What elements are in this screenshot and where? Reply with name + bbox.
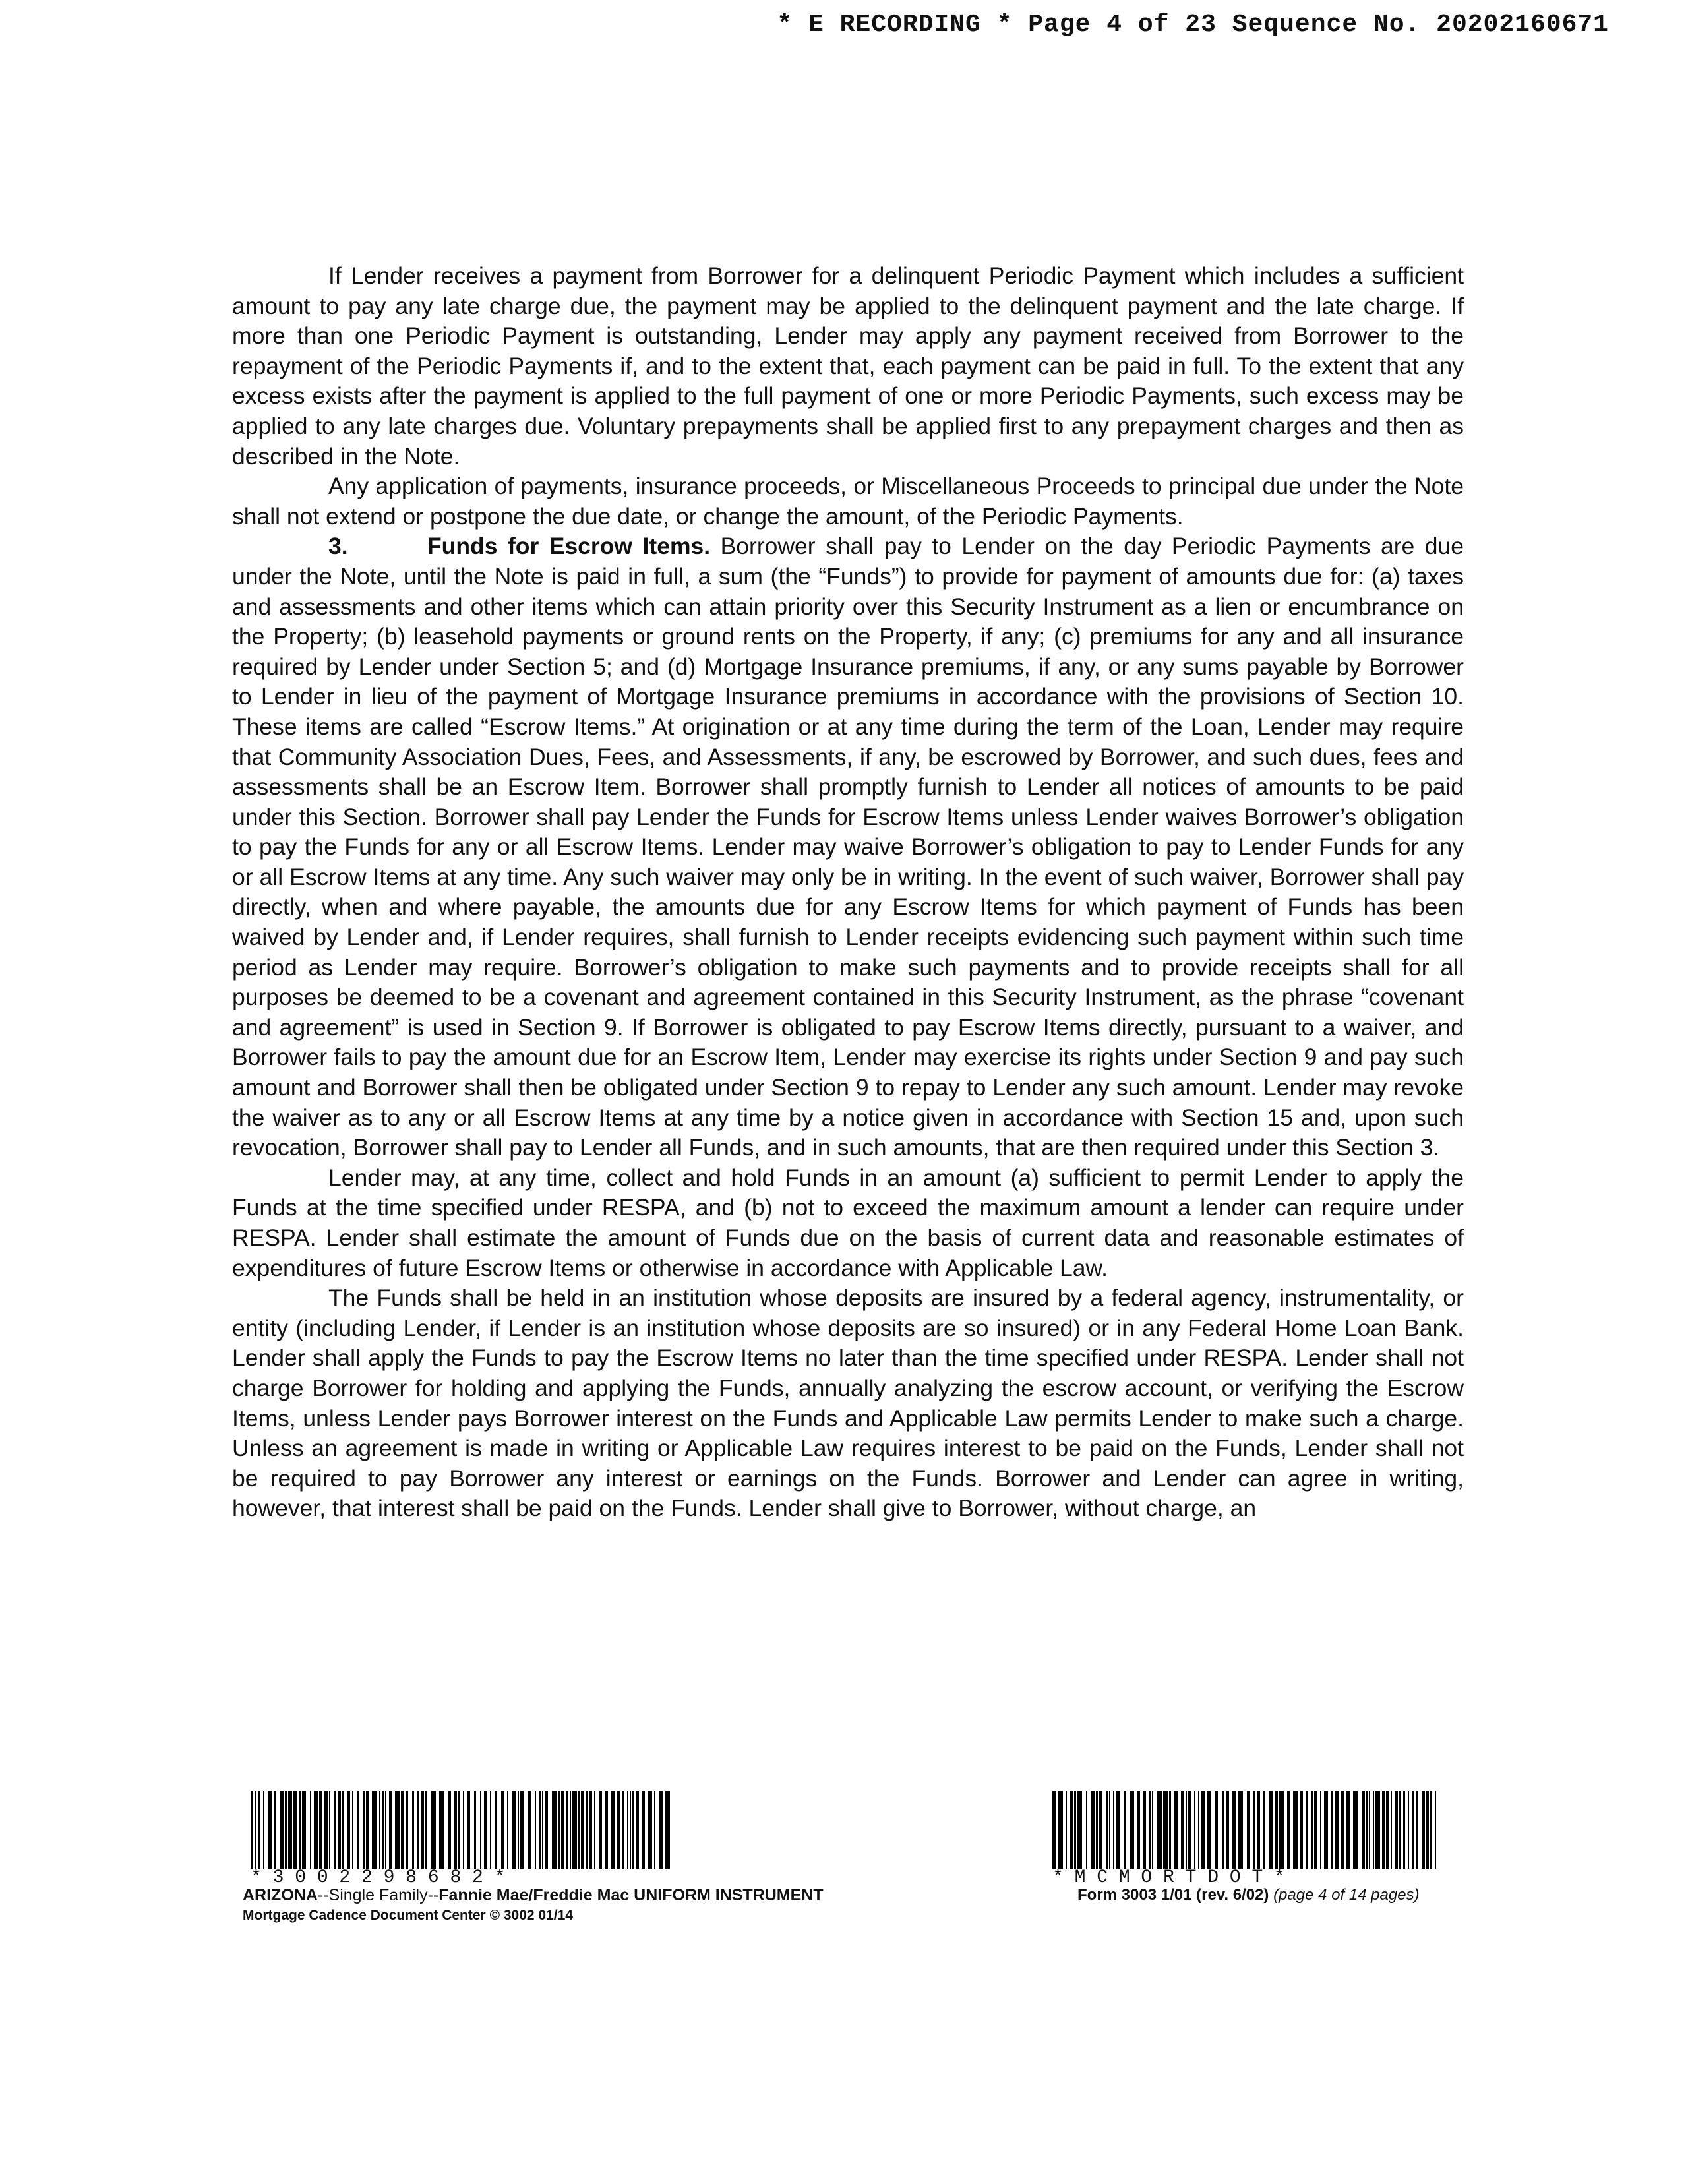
barcode-bar (617, 1791, 620, 1869)
barcode-bar (263, 1791, 264, 1869)
barcode-bar (1124, 1791, 1126, 1869)
family-label: --Single Family-- (317, 1886, 439, 1904)
barcode-bar (1403, 1791, 1406, 1869)
barcode-bar (1408, 1791, 1409, 1869)
barcode-bar (1215, 1791, 1218, 1869)
barcode-bar (566, 1791, 568, 1869)
barcode-bar (1143, 1791, 1146, 1869)
barcode-bar (342, 1791, 344, 1869)
barcode-bar (581, 1791, 584, 1869)
barcode-bar (1395, 1791, 1398, 1869)
paragraph-application-of-payments: Any application of payments, insurance proceeds, or Miscellaneous Proceeds to principal due under the Note shall not extend or postpone the due date, or change the amount, of the Periodic Payments. (232, 473, 1464, 530)
barcode-bar (421, 1791, 424, 1869)
barcode-bar (258, 1791, 260, 1869)
barcode-bar (310, 1791, 311, 1869)
barcode-bar (1109, 1791, 1110, 1869)
barcode-bar (648, 1791, 651, 1869)
barcode-bar (659, 1791, 663, 1869)
barcode-bar (636, 1791, 639, 1869)
barcode-bar (654, 1791, 655, 1869)
barcode-bar (1194, 1791, 1195, 1869)
barcode-bar (1198, 1791, 1199, 1869)
barcode-bar (545, 1791, 548, 1869)
barcode-bar (518, 1791, 519, 1869)
form-number: Form 3003 1/01 (rev. 6/02) (1077, 1886, 1269, 1904)
barcode-bar (274, 1791, 276, 1869)
barcode-bar (1238, 1791, 1243, 1869)
barcode-bar (1074, 1791, 1077, 1869)
barcode-bar (605, 1791, 608, 1869)
section-3-funds-for-escrow (232, 531, 1464, 1163)
barcode-bar (1116, 1791, 1120, 1869)
barcode-bar (642, 1791, 645, 1869)
barcode-bar (1070, 1791, 1073, 1869)
instrument-title: Fannie Mae/Freddie Mac UNIFORM INSTRUMENT (438, 1886, 824, 1904)
barcode-bar (1269, 1791, 1273, 1869)
barcode-bar (1391, 1791, 1392, 1869)
barcode-bar (570, 1791, 571, 1869)
barcode-bar (589, 1791, 592, 1869)
barcode-bar (539, 1791, 541, 1869)
barcode-bar (1174, 1791, 1178, 1869)
barcode-bar (1353, 1791, 1358, 1869)
barcode-bar (490, 1791, 491, 1869)
barcode-bar (1263, 1791, 1265, 1869)
barcode-bar (1113, 1791, 1114, 1869)
barcode-bar (1324, 1791, 1329, 1869)
paragraph-collect-funds: Lender may, at any time, collect and hold Funds in an amount (a) sufficient to permit Lender to apply the Funds at the time specified under RESPA, and (b) not to exceed the maximum amount a lender can require under RESPA. Lender shall estimate the amount of Funds due on the basis of current data and reasonable estimates of expenditures of future Escrow Items or otherwise in accordance with Applicable Law. (232, 1164, 1464, 1281)
barcode-bar (572, 1791, 577, 1869)
barcode-bar (1346, 1791, 1350, 1869)
barcode-bar (1300, 1791, 1303, 1869)
barcode-bar (507, 1791, 508, 1869)
barcode-bar (1375, 1791, 1380, 1869)
barcode-bar (357, 1791, 359, 1869)
document-center-label: Mortgage Cadence Document Center © 3002 01/14 (243, 1908, 573, 1923)
barcode-bar (1287, 1791, 1290, 1869)
barcode-bar (1066, 1791, 1067, 1869)
barcode-bar (347, 1791, 350, 1869)
barcode-bar (1058, 1791, 1063, 1869)
barcode-bar (1149, 1791, 1151, 1869)
barcode-bar (458, 1791, 461, 1869)
barcode-bar (1382, 1791, 1385, 1869)
barcode-bar (552, 1791, 557, 1869)
barcode-bar (379, 1791, 380, 1869)
barcode-bar (495, 1791, 497, 1869)
barcode-bar (385, 1791, 386, 1869)
barcode-bar (1188, 1791, 1191, 1869)
barcode-bar (611, 1791, 615, 1869)
barcode-bar (454, 1791, 457, 1869)
barcode-bar (535, 1791, 536, 1869)
barcode-bar (1086, 1791, 1087, 1869)
barcode-bar (372, 1791, 377, 1869)
barcode-bar (431, 1791, 436, 1869)
barcode-bar (1163, 1791, 1168, 1869)
barcode-bar (1222, 1791, 1224, 1869)
barcode-bar (512, 1791, 516, 1869)
barcode-bar (417, 1791, 419, 1869)
state-label: ARIZONA (243, 1886, 318, 1904)
barcode-bar (1201, 1791, 1205, 1869)
document-body (232, 261, 1464, 1524)
barcode-bar (480, 1791, 481, 1869)
document-barcode-right (1052, 1791, 1437, 1888)
barcode-bar (1426, 1791, 1429, 1869)
barcode-bar (627, 1791, 628, 1869)
barcode-bar (285, 1791, 287, 1869)
barcode-bar (425, 1791, 428, 1869)
recording-header: * E RECORDING * Page 4 of 23 Sequence No. 20202160671 (777, 11, 1609, 39)
barcode-bar (1341, 1791, 1344, 1869)
barcode-bar (319, 1791, 322, 1869)
barcode-bar (1430, 1791, 1433, 1869)
barcode-bar (302, 1791, 307, 1869)
barcode-bar (406, 1791, 408, 1869)
barcode-bar (280, 1791, 284, 1869)
page-count: (page 4 of 14 pages) (1273, 1886, 1420, 1904)
barcode-bar (1369, 1791, 1370, 1869)
barcode-bar (1130, 1791, 1134, 1869)
barcode-bar (352, 1791, 353, 1869)
barcode-bar (1435, 1791, 1436, 1869)
barcode-bar (1253, 1791, 1255, 1869)
barcode-bar (1331, 1791, 1333, 1869)
barcode-bar (520, 1791, 524, 1869)
barcode-bar (1099, 1791, 1102, 1869)
barcode-bar (1137, 1791, 1140, 1869)
barcode-bar (1232, 1791, 1236, 1869)
barcode-bar (474, 1791, 477, 1869)
barcode-bar (528, 1791, 531, 1869)
barcode-bar (293, 1791, 297, 1869)
barcode-bar (1169, 1791, 1172, 1869)
barcode-bar (1096, 1791, 1099, 1869)
barcode-bars (251, 1791, 673, 1869)
barcode-bar (1091, 1791, 1094, 1869)
barcode-bar (1335, 1791, 1339, 1869)
barcode-bar (578, 1791, 580, 1869)
barcode-bars (1052, 1791, 1437, 1869)
barcode-bar (439, 1791, 444, 1869)
barcode-bar (1399, 1791, 1401, 1869)
barcode-bar (412, 1791, 415, 1869)
barcode-bar (632, 1791, 634, 1869)
barcode-bar (268, 1791, 271, 1869)
section-text: Borrower shall pay to Lender on the day Periodic Payments are due under the Note, until the Note is paid in full, a sum (the “Funds”) to provide for payment of amounts due for: (a) taxes and assessments and other items which can attain priority over this Security Instrument as a lien or encumbrance on the Property; (b) leasehold payments or ground rents on the Property, if any; (c) premiums for any and all insurance required by Lender under Section 5; and (d) Mortgage Insurance premiums, if any, or any sums payable by Borrower to Lender in lieu of the payment of Mortgage Insurance premiums in accordance with the provisions of Section 10. These items are called “Escrow Items.” At origination or at any time during the term of the Loan, Lender may require that Community Association Dues, Fees, and Assessments, if any, be escrowed by Borrower, and such dues, fees and assessments shall be an Escrow Item. Borrower shall promptly furnish to Lender all notices of amounts to be paid under this Section. Borrower shall pay Lender the Funds for Escrow Items unless Lender waives Borrower’s obligation to pay the Funds for any or all Escrow Items. Lender may waive Borrower’s obligation to pay to Lender Funds for any or all Escrow Items at any time. Any such waiver may only be in writing. In the event of such waiver, Borrower shall pay directly, when and where payable, the amounts due for any Escrow Items for which payment of Funds has been waived by Lender and, if Lender requires, shall furnish to Lender receipts evidencing such payment within such time period as Lender may require. Borrower’s obligation to make such payments and to provide receipts shall for all purposes be deemed to be a covenant and agreement contained in this Security Instrument, as the phrase “covenant and agreement” is used in Section 9. If Borrower is obligated to pay Escrow Items directly, pursuant to a waiver, and Borrower fails to pay the amount due for an Escrow Item, Lender may exercise its rights under Section 9 and pay such amount and Borrower shall then be obligated under Section 9 to repay to Lender any such amount. Lender may revoke the waiver as to any or all Escrow Items at any time by a notice given in accordance with Section 15 and, upon such revocation, Borrower shall pay to Lender all Funds, and in such amounts, that are then required under this Section 3. (232, 533, 1464, 1161)
section-title: Funds for Escrow Items. (427, 533, 711, 560)
barcode-bar (1257, 1791, 1260, 1869)
barcode-bar (1373, 1791, 1374, 1869)
barcode-bar (463, 1791, 464, 1869)
document-barcode-left (251, 1791, 673, 1888)
barcode-bar (1386, 1791, 1389, 1869)
barcode-bar (1106, 1791, 1108, 1869)
barcode-bar (599, 1791, 602, 1869)
barcode-bar (1306, 1791, 1308, 1869)
barcode-bar (1416, 1791, 1418, 1869)
barcode-bar (395, 1791, 400, 1869)
barcode-bar (1152, 1791, 1153, 1869)
footer-instrument-info (243, 1886, 824, 1924)
barcode-bar (594, 1791, 595, 1869)
paragraph-delinquent-payment: If Lender receives a payment from Borrower for a delinquent Periodic Payment which includes a sufficient amount to pay any late charge due, the payment may be applied to the delinquent payment and the late charge. If more than one Periodic Payment is outstanding, Lender may apply any payment received from Borrower to the repayment of the Periodic Payments if, and to the extent that, each payment can be paid in full. To the extent that any excess exists after the payment is applied to the full payment of one or more Periodic Payments, such excess may be applied to any late charges due. Voluntary prepayments shall be applied first to any prepayment charges and then as described in the Note. (232, 262, 1464, 470)
barcode-bar (329, 1791, 330, 1869)
barcode-bar (389, 1791, 392, 1869)
barcode-bar (1275, 1791, 1278, 1869)
barcode-bar (338, 1791, 341, 1869)
barcode-bar (1412, 1791, 1414, 1869)
barcode-bar (561, 1791, 564, 1869)
footer-form-info (1077, 1886, 1420, 1904)
barcode-bar (1362, 1791, 1365, 1869)
barcode-bar (363, 1791, 365, 1869)
barcode-bar (1311, 1791, 1313, 1869)
barcode-bar (401, 1791, 404, 1869)
barcode-bar (1052, 1791, 1056, 1869)
barcode-bar (484, 1791, 487, 1869)
barcode-bar (288, 1791, 291, 1869)
paragraph-funds-held: The Funds shall be held in an institution whose deposits are insured by a federal agency, instrumentality, or entity (including Lender, if Lender is an institution whose deposits are so insured) or in any Federal Home Loan Bank. Lender shall apply the Funds to pay the Escrow Items no later than the time specified under RESPA. Lender shall not charge Borrower for holding and applying the Funds, annually analyzing the escrow account, or verifying the Escrow Items, unless Lender pays Borrower interest on the Funds and Applicable Law permits Lender to make such a charge. Unless an agreement is made in writing or Applicable Law requires interest to be paid on the Funds, Lender shall not be required to pay Borrower any interest or earnings on the Funds. Borrower and Lender can agree in writing, however, that interest shall be paid on the Funds. Lender shall give to Borrower, without charge, an (232, 1285, 1464, 1522)
barcode-bar (1279, 1791, 1284, 1869)
barcode-bar (1293, 1791, 1298, 1869)
barcode-caption: * M C M O R T D O T * (1052, 1867, 1285, 1888)
barcode-bar (255, 1791, 256, 1869)
barcode-bar (586, 1791, 588, 1869)
barcode-bar (1077, 1791, 1082, 1869)
barcode-bar (1207, 1791, 1211, 1869)
barcode-bar (467, 1791, 470, 1869)
barcode-bar (1320, 1791, 1321, 1869)
barcode-bar (1181, 1791, 1184, 1869)
barcode-bar (1186, 1791, 1187, 1869)
barcode-bar (1314, 1791, 1317, 1869)
barcode-bar (334, 1791, 337, 1869)
barcode-bar (542, 1791, 543, 1869)
barcode-bar (314, 1791, 318, 1869)
barcode-bar (448, 1791, 451, 1869)
barcode-bar (1422, 1791, 1425, 1869)
barcode-bar (665, 1791, 670, 1869)
barcode-bar (251, 1791, 253, 1869)
barcode-bar (324, 1791, 328, 1869)
barcode-bar (622, 1791, 624, 1869)
barcode-bar (1247, 1791, 1250, 1869)
barcode-bar (366, 1791, 369, 1869)
barcode-bar (1366, 1791, 1368, 1869)
barcode-bar (382, 1791, 384, 1869)
barcode-bar (558, 1791, 560, 1869)
barcode-bar (299, 1791, 301, 1869)
barcode-bar (1157, 1791, 1162, 1869)
barcode-bar (1226, 1791, 1229, 1869)
barcode-caption: * 3 0 0 2 2 9 8 6 8 2 * (251, 1867, 506, 1888)
section-number: 3. (328, 533, 348, 560)
barcode-bar (630, 1791, 631, 1869)
barcode-bar (501, 1791, 504, 1869)
